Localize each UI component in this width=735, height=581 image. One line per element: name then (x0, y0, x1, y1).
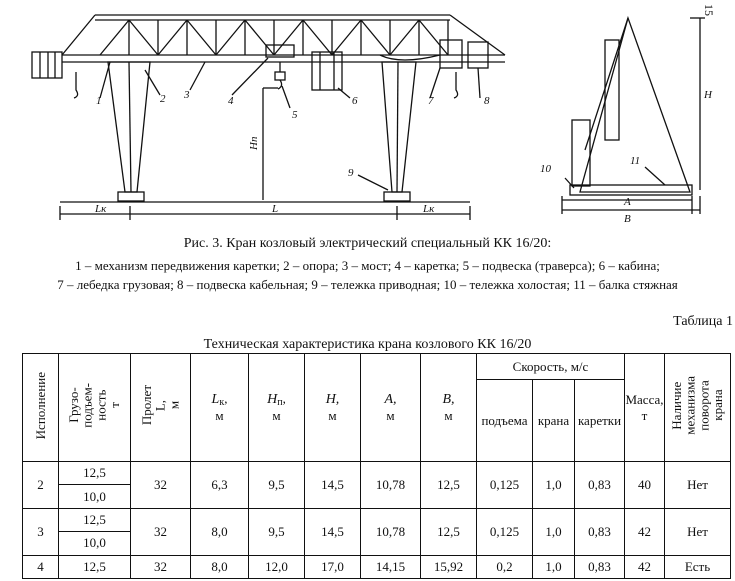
header-speed: Скорость, м/с (477, 354, 625, 380)
crane-drawing (0, 0, 735, 235)
header-mass: Масса, т (625, 354, 665, 462)
cell-b: 12,5 (421, 462, 477, 509)
page-number (0, 292, 1, 305)
header-lk: $L_к$, м (191, 354, 249, 462)
cell-carriage: 0,83 (575, 462, 625, 509)
part-label-7: 7 (428, 95, 434, 107)
header-variant: Исполнение (23, 354, 59, 462)
dim-h: H (704, 89, 712, 101)
cell-hp: 9,5 (249, 462, 305, 509)
cell-variant: 4 (23, 555, 59, 578)
header-speed-carriage: каретки (575, 380, 625, 462)
dim-hp: Hп (248, 136, 260, 150)
figure-legend-line-1: 1 – механизм передвижения каретки; 2 – опора; 3 – мост; 4 – каретка; 5 – подвеска (траверса); 6 – кабина; (75, 258, 660, 273)
part-label-6: 6 (352, 95, 358, 107)
header-b: B, м (421, 354, 477, 462)
cell-h: 14,5 (305, 508, 361, 555)
cell-lk: 8,0 (191, 555, 249, 578)
dim-a: A (624, 196, 631, 208)
part-label-10: 10 (540, 163, 551, 175)
cell-carriage: 0,83 (575, 508, 625, 555)
part-label-4: 4 (228, 95, 234, 107)
figure-legend-line-2: 7 – лебедка грузовая; 8 – подвеска кабельная; 9 – тележка приводная; 10 – тележка холостая; 11 – балка стяжная (57, 277, 678, 292)
cell-capacity: 10,0 (59, 532, 131, 555)
cell-hp: 12,0 (249, 555, 305, 578)
cell-capacity: 10,0 (59, 485, 131, 508)
header-span: Пролет L, м (131, 354, 191, 462)
cell-lk: 6,3 (191, 462, 249, 509)
dim-lk-left: Lк (95, 203, 107, 215)
header-rotation: Наличие механизма поворота крана (665, 354, 731, 462)
cell-capacity: 12,5 (59, 508, 131, 531)
part-label-3: 3 (184, 89, 190, 101)
cell-carriage: 0,83 (575, 555, 625, 578)
dim-l: L (272, 203, 279, 215)
header-h: H, м (305, 354, 361, 462)
cell-rotation: Нет (665, 508, 731, 555)
cell-span: 32 (131, 508, 191, 555)
cell-rotation: Есть (665, 555, 731, 578)
cell-lift: 0,125 (477, 462, 533, 509)
cell-lift: 0,125 (477, 508, 533, 555)
cell-b: 15,92 (421, 555, 477, 578)
cell-rotation: Нет (665, 462, 731, 509)
cell-variant: 3 (23, 508, 59, 555)
cell-capacity: 12,5 (59, 555, 131, 578)
table-title: Техническая характеристика крана козлового КК 16/20 (203, 337, 532, 352)
table-row (23, 462, 731, 485)
cell-span: 32 (131, 462, 191, 509)
header-hp: $H_п$, м (249, 354, 305, 462)
dim-lk-right: Lк (423, 203, 435, 215)
dim-b: B (624, 213, 631, 225)
cell-hp: 9,5 (249, 508, 305, 555)
cell-a: 14,15 (361, 555, 421, 578)
cell-crane: 1,0 (533, 462, 575, 509)
cell-crane: 1,0 (533, 508, 575, 555)
cell-h: 14,5 (305, 462, 361, 509)
cell-mass: 42 (625, 508, 665, 555)
cell-h: 17,0 (305, 555, 361, 578)
cell-a: 10,78 (361, 508, 421, 555)
cell-lk: 8,0 (191, 508, 249, 555)
header-speed-crane: крана (533, 380, 575, 462)
cell-variant: 2 (23, 462, 59, 509)
corner-mark: 15 (702, 4, 716, 16)
part-label-1: 1 (96, 95, 102, 107)
header-a: A, м (361, 354, 421, 462)
part-label-9: 9 (348, 167, 354, 179)
cabin (312, 52, 342, 90)
cell-mass: 42 (625, 555, 665, 578)
side-view-cabin (605, 40, 619, 140)
cell-a: 10,78 (361, 462, 421, 509)
cell-lift: 0,2 (477, 555, 533, 578)
header-speed-lift: подъема (477, 380, 533, 462)
figure-caption-title: Рис. 3. Кран козловый электрический специальный КК 16/20: (183, 236, 552, 251)
cell-mass: 40 (625, 462, 665, 509)
table-label: Таблица 1 (673, 314, 733, 329)
right-support (382, 62, 416, 192)
part-label-2: 2 (160, 93, 166, 105)
spec-table (22, 353, 731, 579)
part-label-8: 8 (484, 95, 490, 107)
cell-crane: 1,0 (533, 555, 575, 578)
table-row (23, 555, 731, 578)
header-capacity: Грузо- подъем- ность т (59, 354, 131, 462)
cell-capacity: 12,5 (59, 462, 131, 485)
table-row (23, 508, 731, 531)
part-label-5: 5 (292, 109, 298, 121)
bridge-truss (100, 20, 448, 55)
cell-b: 12,5 (421, 508, 477, 555)
part-label-11: 11 (630, 155, 641, 167)
cell-span: 32 (131, 555, 191, 578)
left-end-block (32, 52, 62, 78)
